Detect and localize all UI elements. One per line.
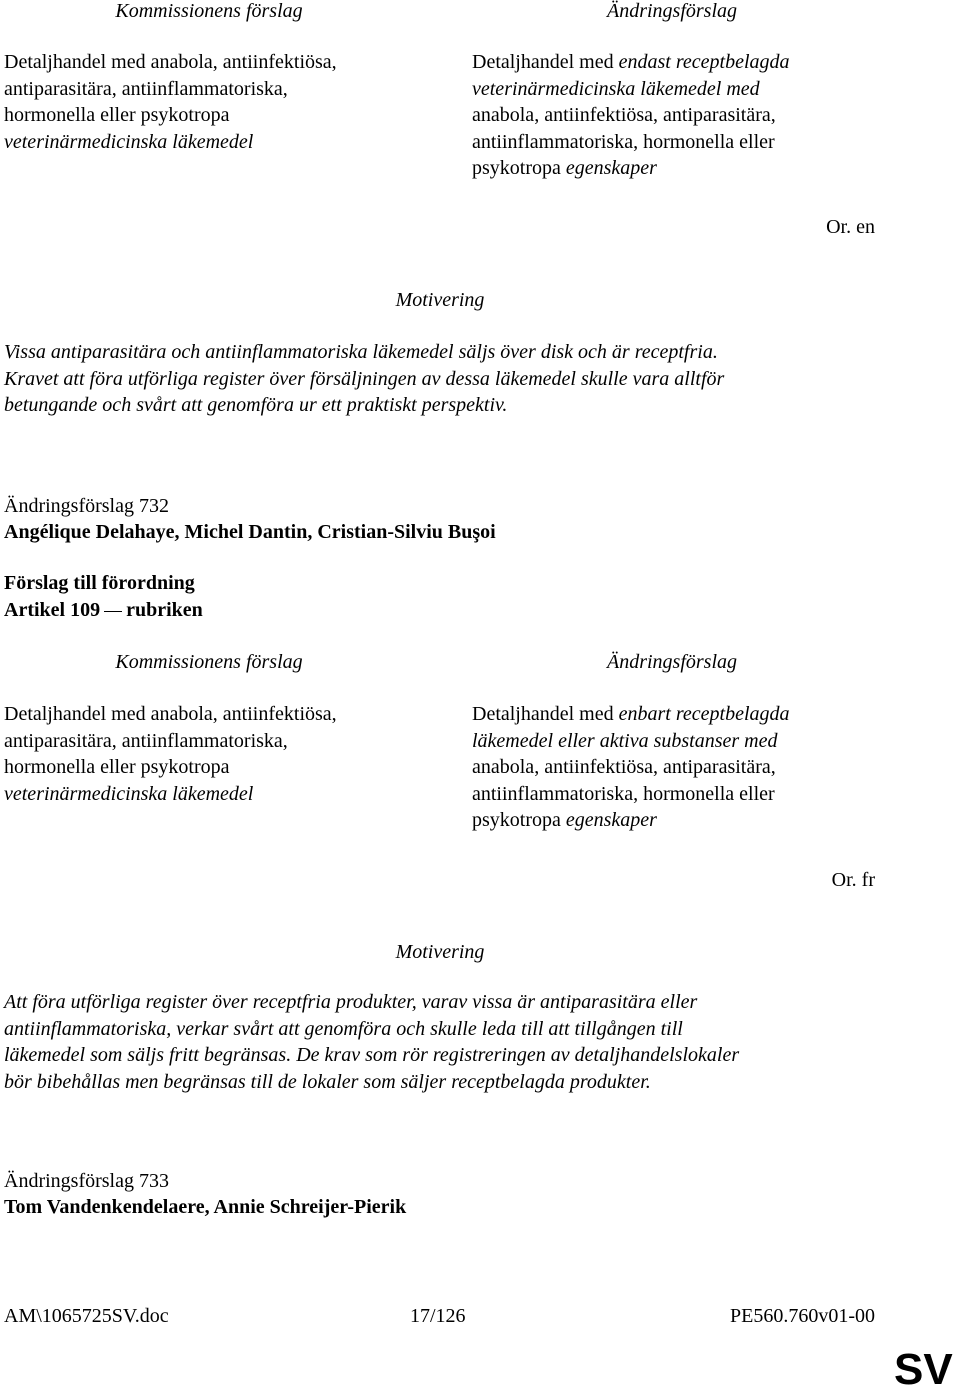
motivering-text [4,989,924,1095]
footer-page-number: 17/126 [410,1305,466,1327]
text-line: Att föra utförliga register över receptfria produkter, varav vissa är antiparasitära eller [4,991,698,1013]
origin-language: Or. en [826,216,875,238]
text-line: läkemedel som säljs fritt begränsas. De krav som rör registreringen av detaljhandelslokaler [4,1044,740,1066]
text-run: Detaljhandel med anabola, antiinfektiösa, [4,51,337,73]
amendment-title: Ändringsförslag 733 [4,1170,169,1192]
text-line [472,728,932,755]
article-number: Artikel 109 [4,599,101,621]
text-line [472,76,932,103]
proposal-title: Förslag till förordning [4,572,195,594]
right-column-text [472,49,932,182]
dash-separator [104,611,122,612]
changed-text: enbart receptbelagda [618,703,790,725]
text-line [4,701,444,728]
text-run: Detaljhandel med [472,51,619,73]
article-reference [4,599,203,622]
changed-text: veterinärmedicinska läkemedel [4,130,254,153]
text-line [472,102,932,129]
amendment-authors: Angélique Delahaye, Michel Dantin, Cristian-Silviu Buşoi [4,521,496,543]
amendment-title: Ändringsförslag 732 [4,495,169,517]
text-run: antiparasitära, antiinflammatoriska, [4,77,288,100]
text-run: antiinflammatoriska, hormonella eller [472,782,775,805]
text-line: bör bibehållas men begränsas till de lokaler som säljer receptbelagda produkter. [4,1070,651,1093]
text-line [472,781,932,808]
text-line: Vissa antiparasitära och antiinflammatoriska läkemedel säljs över disk och är receptfria. [4,341,718,363]
left-column-text [4,701,444,807]
text-line [472,754,932,781]
changed-text: veterinärmedicinska läkemedel [4,782,254,805]
right-column-header: Ändringsförslag [606,0,738,22]
left-column-header: Kommissionens förslag [115,651,303,673]
motivering-heading: Motivering [395,941,485,963]
text-line [472,129,932,156]
motivering-text [4,339,904,419]
text-line [4,754,444,781]
text-line [4,76,444,103]
text-line [472,49,932,76]
article-suffix: rubriken [126,599,203,621]
text-line [4,49,444,76]
text-line: antiinflammatoriska, verkar svårt att genomföra och skulle leda till att tillgången till [4,1017,683,1040]
text-line [4,129,444,156]
text-run: Detaljhandel med [472,703,619,725]
text-line [4,102,444,129]
text-run: psykotropa [472,157,566,179]
text-line: betungande och svårt att genomföra ur ett praktiskt perspektiv. [4,394,508,416]
changed-text: egenskaper [565,157,657,179]
text-line [4,728,444,755]
left-column-header: Kommissionens förslag [115,0,303,22]
text-run: anabola, antiinfektiösa, antiparasitära, [472,756,776,778]
text-line: Kravet att föra utförliga register över försäljningen av dessa läkemedel skulle vara alltför [4,367,725,390]
language-code: SV [894,1345,953,1394]
motivering-heading: Motivering [395,289,485,311]
text-run: hormonella eller psykotropa [4,756,230,778]
right-column-header: Ändringsförslag [606,651,738,673]
footer-pe-reference: PE560.760v01-00 [730,1305,875,1327]
changed-text: endast receptbelagda [618,51,790,73]
changed-text: läkemedel eller aktiva substanser med [472,729,778,752]
text-line [472,701,932,728]
text-line [472,155,932,182]
text-line [472,807,932,834]
text-run: antiinflammatoriska, hormonella eller [472,130,775,153]
text-run: hormonella eller psykotropa [4,104,230,126]
text-run: Detaljhandel med anabola, antiinfektiösa, [4,703,337,725]
changed-text: veterinärmedicinska läkemedel med [472,77,760,100]
origin-language: Or. fr [831,869,875,891]
text-run: antiparasitära, antiinflammatoriska, [4,729,288,752]
text-run: anabola, antiinfektiösa, antiparasitära, [472,104,776,126]
footer-doc-reference: AM\1065725SV.doc [4,1305,169,1327]
left-column-text [4,49,444,155]
text-line [4,781,444,808]
changed-text: egenskaper [565,809,657,831]
right-column-text [472,701,932,834]
amendment-authors: Tom Vandenkendelaere, Annie Schreijer-Pierik [4,1196,407,1218]
text-run: psykotropa [472,809,566,831]
